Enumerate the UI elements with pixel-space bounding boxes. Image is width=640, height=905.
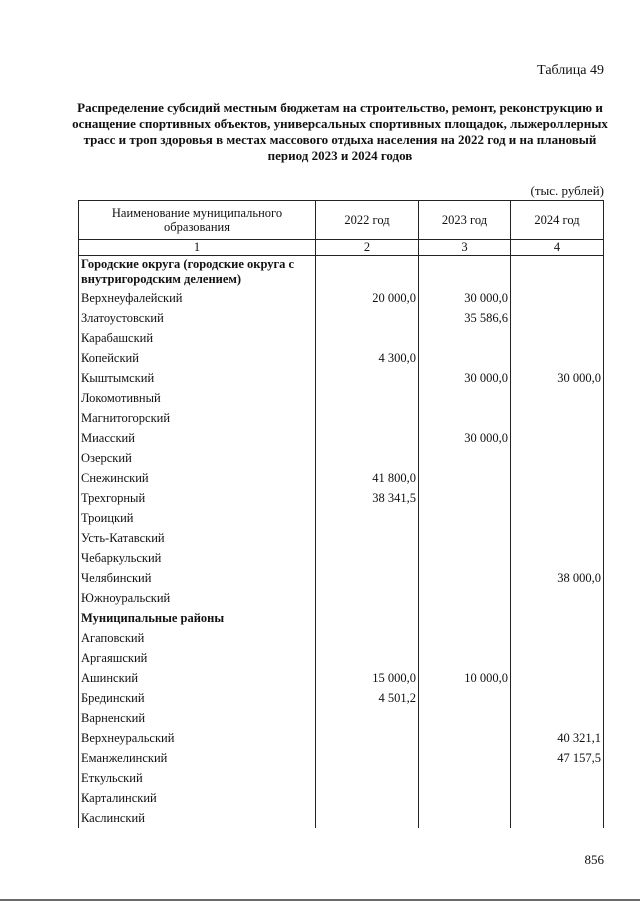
section-title: Муниципальные районы (79, 608, 316, 628)
subsidy-table (78, 200, 604, 828)
units-label: (тыс. рублей) (530, 183, 604, 198)
value-2024: 30 000,0 (511, 368, 604, 388)
value-2022 (316, 388, 419, 408)
value-2022 (316, 508, 419, 528)
table-row (79, 308, 604, 328)
municipality-name: Трехгорный (79, 488, 316, 508)
value-2024 (511, 488, 604, 508)
value-2023 (419, 688, 511, 708)
value-2023: 30 000,0 (419, 368, 511, 388)
value-2023 (419, 508, 511, 528)
table-row (79, 348, 604, 368)
header-municipality: Наименование муниципального образования (79, 201, 316, 240)
municipality-name: Еманжелинский (79, 748, 316, 768)
municipality-name: Верхнеуральский (79, 728, 316, 748)
table-row (79, 728, 604, 748)
value-2024 (511, 448, 604, 468)
header-2022: 2022 год (316, 201, 419, 240)
column-number: 3 (419, 240, 511, 256)
value-2024 (511, 528, 604, 548)
value-2022 (316, 628, 419, 648)
municipality-name: Кыштымский (79, 368, 316, 388)
table-row (79, 788, 604, 808)
municipality-name: Агаповский (79, 628, 316, 648)
table-row (79, 388, 604, 408)
value-2024 (511, 308, 604, 328)
value-2024 (511, 348, 604, 368)
value-2023 (419, 408, 511, 428)
value-2022 (316, 788, 419, 808)
section-header-row (79, 256, 604, 289)
table-row (79, 668, 604, 688)
table-row (79, 328, 604, 348)
value-2022 (316, 548, 419, 568)
municipality-name: Миасский (79, 428, 316, 448)
value-2024 (511, 668, 604, 688)
column-number-row (79, 240, 604, 256)
value-2024 (511, 508, 604, 528)
municipality-name: Южноуральский (79, 588, 316, 608)
value-2022: 38 341,5 (316, 488, 419, 508)
value-2022 (316, 808, 419, 828)
table-row (79, 408, 604, 428)
value-2022: 41 800,0 (316, 468, 419, 488)
table-row (79, 748, 604, 768)
table-row (79, 288, 604, 308)
municipality-name: Еткульский (79, 768, 316, 788)
section-title: Городские округа (городские округа с внутригородским делением) (79, 256, 316, 289)
table-row (79, 468, 604, 488)
empty-cell (316, 256, 419, 289)
value-2023 (419, 468, 511, 488)
table-label: Таблица 49 (537, 63, 604, 78)
table-row (79, 768, 604, 788)
value-2023 (419, 528, 511, 548)
value-2022 (316, 708, 419, 728)
municipality-name: Златоустовский (79, 308, 316, 328)
value-2023 (419, 348, 511, 368)
municipality-name: Копейский (79, 348, 316, 368)
table-row (79, 448, 604, 468)
column-number: 2 (316, 240, 419, 256)
value-2024 (511, 588, 604, 608)
value-2022: 4 300,0 (316, 348, 419, 368)
value-2022 (316, 648, 419, 668)
value-2022 (316, 368, 419, 388)
value-2024: 40 321,1 (511, 728, 604, 748)
value-2022: 20 000,0 (316, 288, 419, 308)
municipality-name: Локомотивный (79, 388, 316, 408)
municipality-name: Челябинский (79, 568, 316, 588)
header-2023: 2023 год (419, 201, 511, 240)
table-row (79, 648, 604, 668)
value-2022 (316, 728, 419, 748)
empty-cell (419, 608, 511, 628)
empty-cell (419, 256, 511, 289)
value-2024 (511, 548, 604, 568)
value-2023: 35 586,6 (419, 308, 511, 328)
municipality-name: Ашинский (79, 668, 316, 688)
value-2022 (316, 328, 419, 348)
value-2022 (316, 568, 419, 588)
value-2023: 10 000,0 (419, 668, 511, 688)
value-2024 (511, 428, 604, 448)
table-row (79, 508, 604, 528)
column-number: 1 (79, 240, 316, 256)
value-2022 (316, 428, 419, 448)
value-2024 (511, 688, 604, 708)
page-number: 856 (584, 852, 604, 867)
municipality-name: Троицкий (79, 508, 316, 528)
table-row (79, 428, 604, 448)
value-2024: 38 000,0 (511, 568, 604, 588)
municipality-name: Усть-Катавский (79, 528, 316, 548)
value-2023 (419, 388, 511, 408)
value-2023 (419, 808, 511, 828)
table-row (79, 548, 604, 568)
value-2024 (511, 788, 604, 808)
value-2024 (511, 808, 604, 828)
value-2023 (419, 628, 511, 648)
value-2024 (511, 288, 604, 308)
table-row (79, 588, 604, 608)
value-2022 (316, 308, 419, 328)
table-row (79, 808, 604, 828)
column-number: 4 (511, 240, 604, 256)
table-body (79, 256, 604, 829)
value-2022 (316, 588, 419, 608)
value-2022: 4 501,2 (316, 688, 419, 708)
value-2022 (316, 528, 419, 548)
table-row (79, 528, 604, 548)
section-header-row (79, 608, 604, 628)
empty-cell (511, 608, 604, 628)
empty-cell (511, 256, 604, 289)
value-2023 (419, 328, 511, 348)
table-row (79, 568, 604, 588)
value-2022 (316, 408, 419, 428)
value-2023 (419, 748, 511, 768)
table-header-row (79, 201, 604, 240)
value-2023 (419, 548, 511, 568)
value-2023 (419, 588, 511, 608)
value-2023 (419, 488, 511, 508)
value-2023 (419, 568, 511, 588)
value-2024 (511, 628, 604, 648)
municipality-name: Варненский (79, 708, 316, 728)
value-2024: 47 157,5 (511, 748, 604, 768)
document-title: Распределение субсидий местным бюджетам на строительство, ремонт, реконструкцию и оснащение спортивных объектов, универсальных спортивных площадок, лыжероллерных трасс и троп здоровья в местах массового отдыха населения на 2022 год и на плановый период 2023 и 2024 годов (72, 100, 608, 163)
table-row (79, 488, 604, 508)
value-2023 (419, 768, 511, 788)
municipality-name: Карталинский (79, 788, 316, 808)
municipality-name: Карабашский (79, 328, 316, 348)
empty-cell (316, 608, 419, 628)
table-row (79, 688, 604, 708)
municipality-name: Брединский (79, 688, 316, 708)
value-2023 (419, 648, 511, 668)
table-row (79, 368, 604, 388)
value-2024 (511, 408, 604, 428)
value-2023 (419, 728, 511, 748)
municipality-name: Верхнеуфалейский (79, 288, 316, 308)
value-2024 (511, 648, 604, 668)
municipality-name: Озерский (79, 448, 316, 468)
value-2023 (419, 708, 511, 728)
value-2023: 30 000,0 (419, 428, 511, 448)
municipality-name: Каслинский (79, 808, 316, 828)
table-row (79, 628, 604, 648)
value-2024 (511, 768, 604, 788)
value-2024 (511, 468, 604, 488)
value-2023 (419, 788, 511, 808)
value-2023: 30 000,0 (419, 288, 511, 308)
value-2024 (511, 708, 604, 728)
table-row (79, 708, 604, 728)
municipality-name: Снежинский (79, 468, 316, 488)
bottom-rule (0, 899, 640, 901)
municipality-name: Аргаяшский (79, 648, 316, 668)
header-2024: 2024 год (511, 201, 604, 240)
value-2022 (316, 768, 419, 788)
value-2022 (316, 448, 419, 468)
municipality-name: Магнитогорский (79, 408, 316, 428)
value-2024 (511, 388, 604, 408)
value-2022: 15 000,0 (316, 668, 419, 688)
value-2022 (316, 748, 419, 768)
value-2024 (511, 328, 604, 348)
value-2023 (419, 448, 511, 468)
municipality-name: Чебаркульский (79, 548, 316, 568)
